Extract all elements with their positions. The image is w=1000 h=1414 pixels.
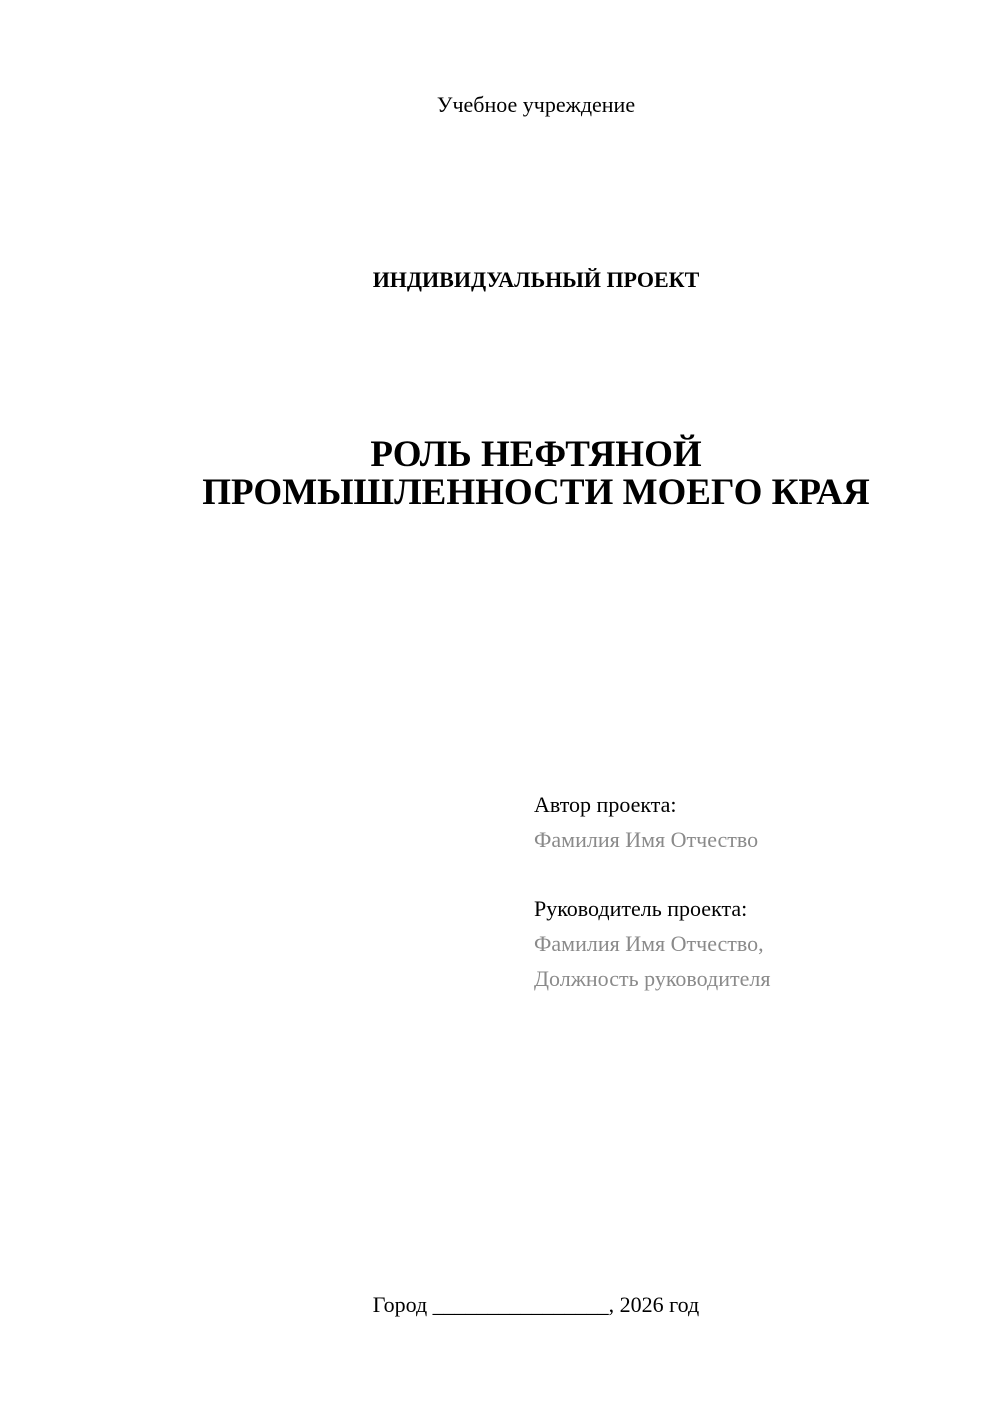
project-title (0, 436, 1000, 512)
info-spacer (534, 857, 974, 891)
project-info-block (534, 787, 974, 996)
supervisor-name: Фамилия Имя Отчество, (534, 931, 764, 956)
author-label: Автор проекта: (534, 792, 677, 817)
city-year-line: Город ________________, 2026 год (372, 1292, 700, 1317)
project-title-line-2: ПРОМЫШЛЕННОСТИ МОЕГО КРАЯ (202, 472, 870, 513)
supervisor-position: Должность руководителя (534, 966, 771, 991)
author-name: Фамилия Имя Отчество (534, 827, 759, 852)
institution-name: Учебное учреждение (436, 92, 636, 117)
supervisor-label: Руководитель проекта: (534, 896, 748, 921)
project-title-line-1: РОЛЬ НЕФТЯНОЙ (370, 434, 702, 475)
document-type: ИНДИВИДУАЛЬНЫЙ ПРОЕКТ (372, 267, 700, 292)
